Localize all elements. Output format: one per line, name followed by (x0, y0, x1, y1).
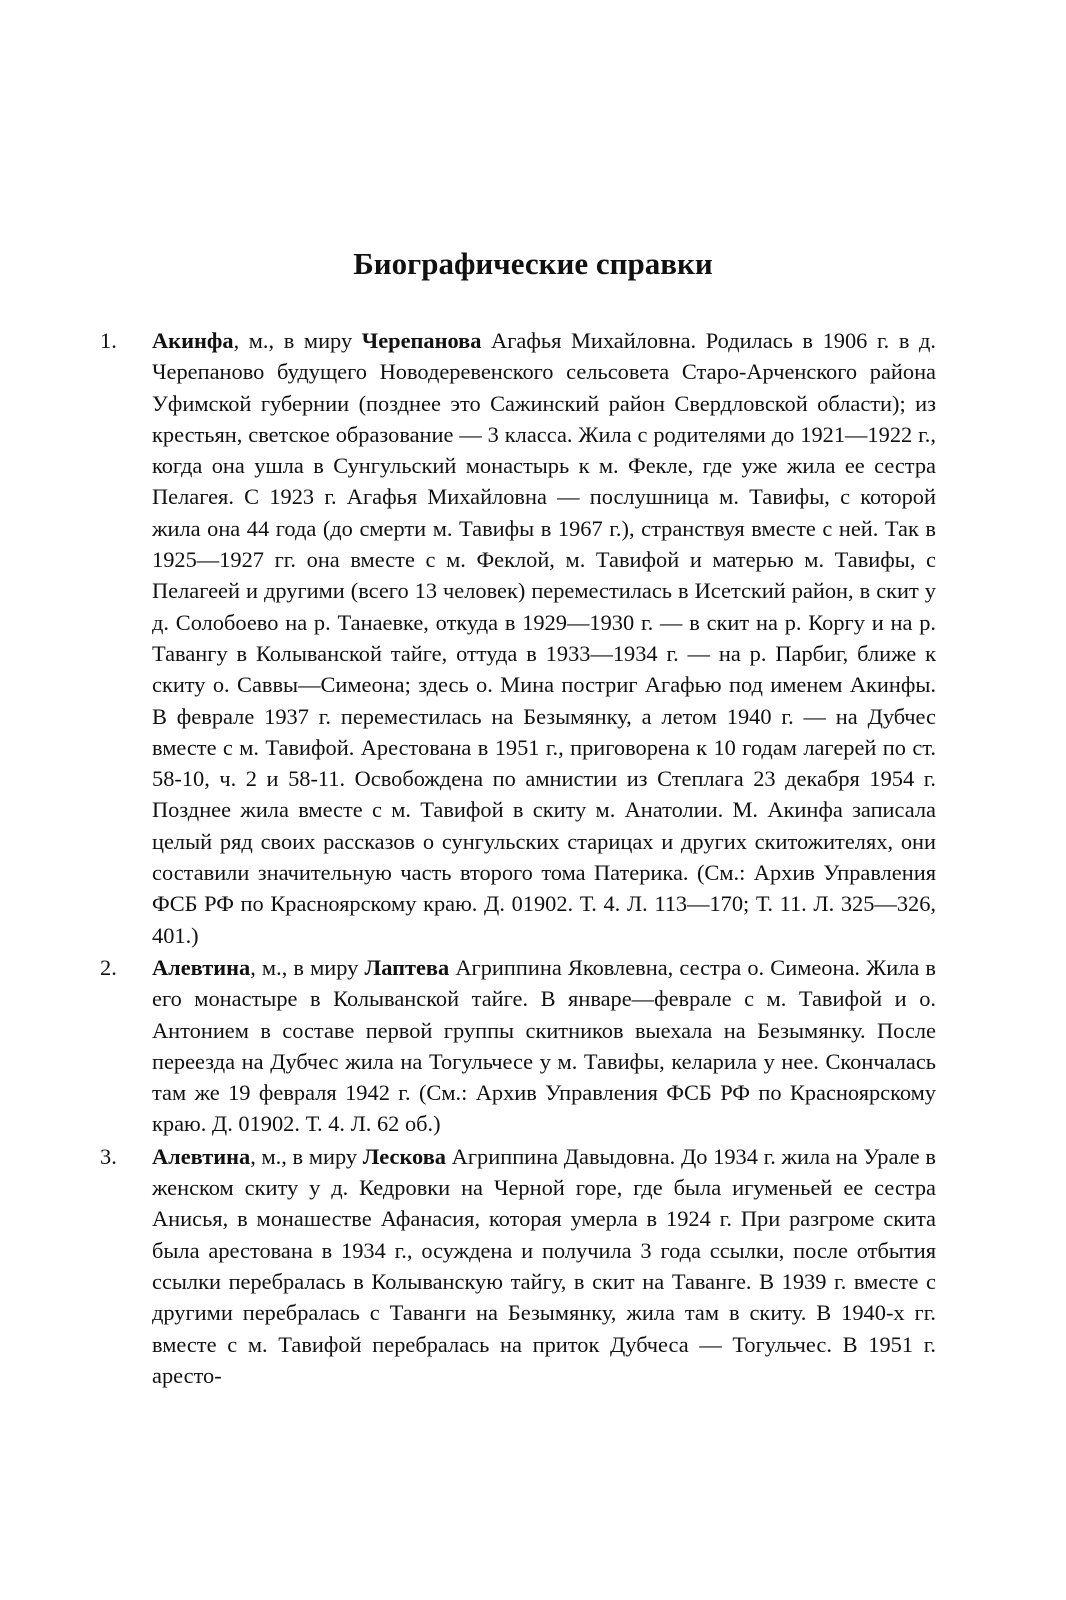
entry-surname: Лаптева (364, 954, 450, 980)
entry-name: Алевтина (152, 1143, 251, 1169)
entry-name-suffix: , м., в миру (233, 328, 362, 353)
entry-surname: Черепанова (361, 328, 482, 353)
entry-name: Акинфа (152, 328, 234, 353)
entry-name: Алевтина (152, 954, 251, 980)
entry-number: 3. (100, 1143, 117, 1169)
entry-text: Агафья Михайловна. Родилась в 1906 г. в д. Черепаново будущего Новодеревенского сельсовета Старо-Арченского района Уфимской губернии (позднее это Сажинский район Свердловской области); из крестьян, светское образование — 3 класса. Жила с родителями до 1921—1922 г., когда она ушла в Сунгульский монастырь к м. Фекле, где уже жила ее сестра Пелагея. С 1923 г. Агафья Михайловна — послушница м. Тавифы, с которой жила она 44 года (до смерти м. Тавифы в 1967 г.), странствуя вместе с ней. Так в 1925—1927 гг. она вместе с м. Феклой, м. Тавифой и матерью м. Тавифы, с Пелагеей и другими (всего 13 человек) переместилась в Исетский район, в скит у д. Солобоево на р. Танаевке, откуда в 1929—1930 г. — в скит на р. Коргу и на р. Тавангу в Колыванской тайге, оттуда в 1933—1934 г. — на р. Парбиг, ближе к скиту о. Саввы—Симеона; здесь о. Мина постриг Агафью под именем Акинфы. В феврале 1937 г. переместилась на Безымянку, а летом 1940 г. — на Дубчес вместе с м. Тавифой. Арестована в 1951 г., приговорена к 10 годам лагерей по ст. 58-10, ч. 2 и 58-11. Освобождена по амнистии из Степлага 23 декабря 1954 г. Позднее жила вместе с м. Тавифой в скиту м. Анатолии. М. Акинфа записала целый ряд своих рассказов о сунгульских старицах и других скитожителях, они составили значительную часть второго тома Патерика. (См.: Архив Управления ФСБ РФ по Красноярскому краю. Д. 01902. Т. 4. Л. 113—170; Т. 11. Л. 325—326, 401.) (152, 328, 937, 948)
biography-entry (100, 1141, 936, 1391)
entry-number: 1. (100, 328, 117, 353)
entry-name-suffix: , м., в миру (250, 954, 365, 980)
entry-name-suffix: , м., в миру (250, 1143, 363, 1169)
biography-entry (100, 952, 936, 1140)
biography-list (100, 325, 936, 1392)
entry-text: Агриппина Давыдовна. До 1934 г. жила на Урале в женском скиту у д. Кедровки на Черной горе, где была игуменьей ее сестра Анисья, в монашестве Афанасия, которая умерла в 1924 г. При разгроме скита была арестована в 1934 г., осуждена и получила 3 года ссылки, после отбытия ссылки перебралась в Колыванскую тайгу, в скит на Таванге. В 1939 г. вместе с другими перебралась с Таванги на Безымянку, жила там в скиту. В 1940-х гг. вместе с м. Тавифой перебралась на приток Дубчеса — Тогульчес. В 1951 г. аресто- (152, 1143, 937, 1388)
page-title: Биографические справки (353, 246, 713, 281)
entry-surname: Лескова (362, 1143, 446, 1169)
entry-text: Агриппина Яковлевна, сестра о. Симеона. Жила в его монастыре в Колыванской тайге. В январе—феврале с м. Тавифой и о. Антонием в составе первой группы скитников выехала на Безымянку. После переезда на Дубчес жила на Тогульчесе у м. Тавифы, келарила у нее. Скончалась там же 19 февраля 1942 г. (См.: Архив Управления ФСБ РФ по Красноярскому краю. Д. 01902. Т. 4. Л. 62 об.) (152, 954, 937, 1137)
biography-entry (100, 325, 936, 951)
entry-number: 2. (100, 954, 117, 980)
